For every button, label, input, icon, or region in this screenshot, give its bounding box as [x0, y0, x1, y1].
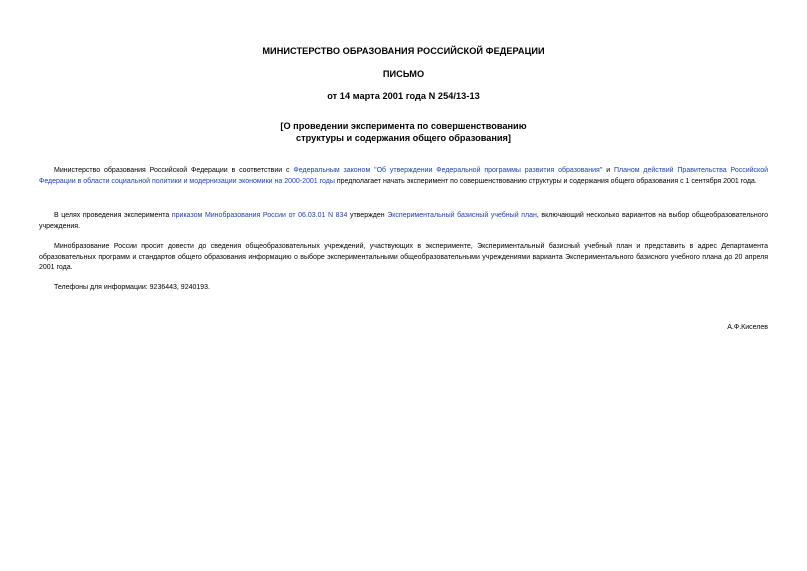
document-type-heading: ПИСЬМО [382, 69, 425, 79]
curriculum-plan-link[interactable]: Экспериментальный базисный учебный план [387, 212, 537, 219]
paragraph-1-text-c: предполагает начать эксперимент по совершенствованию структуры и содержания общего образования с 1 сентября 2001 года. [334, 177, 757, 185]
ministry-heading: МИНИСТЕРСТВО ОБРАЗОВАНИЯ РОССИЙСКОЙ ФЕДЕРАЦИИ [262, 46, 545, 56]
paragraph-3: Минобразование России просит довести до сведения общеобразовательных учреждений, участвующих в эксперименте, Экспериментальный базисный учебный план и представить в адрес Департамента образовательных программ и стандартов общего образования информацию о выборе экспериментальными общеобразовательными учреждениями варианта Экспериментального базисного учебного плана до 20 апреля 2001 года. [39, 243, 768, 272]
subject-line-1: [О проведении эксперимента по совершенствованию [280, 121, 527, 131]
paragraph-4: Телефоны для информации: 9236443, 9240193. [54, 284, 211, 291]
paragraph-2-text-a: В целях проведения эксперимента [54, 212, 172, 219]
paragraph-2-text-b: утвержден [347, 212, 388, 219]
ministry-order-link[interactable]: приказом Минобразования России от 06.03.01 N 834 [171, 212, 348, 219]
paragraph-1-text-a: Министерство образования Российской Федерации в соответствии с [54, 167, 294, 174]
paragraph-2 [39, 211, 768, 232]
signature: А.Ф.Киселев [727, 324, 768, 331]
paragraph-2-text-c: , включающий несколько вариантов на выбор общеобразовательного учреждения. [39, 212, 768, 230]
date-number-heading: от 14 марта 2001 года N 254/13-13 [327, 91, 480, 101]
paragraph-1 [39, 166, 768, 187]
paragraph-1-text-b: и [602, 167, 614, 174]
government-plan-link[interactable]: Планом действий Правительства Российской Федерации в области социальной политики и модернизации экономики на 2000-2001 годы [39, 167, 768, 185]
federal-law-link[interactable]: Федеральным законом "Об утверждении Федеральной программы развития образования" [293, 167, 603, 174]
subject-line-2: структуры и содержания общего образования] [296, 132, 511, 143]
document-subject [0, 121, 807, 144]
